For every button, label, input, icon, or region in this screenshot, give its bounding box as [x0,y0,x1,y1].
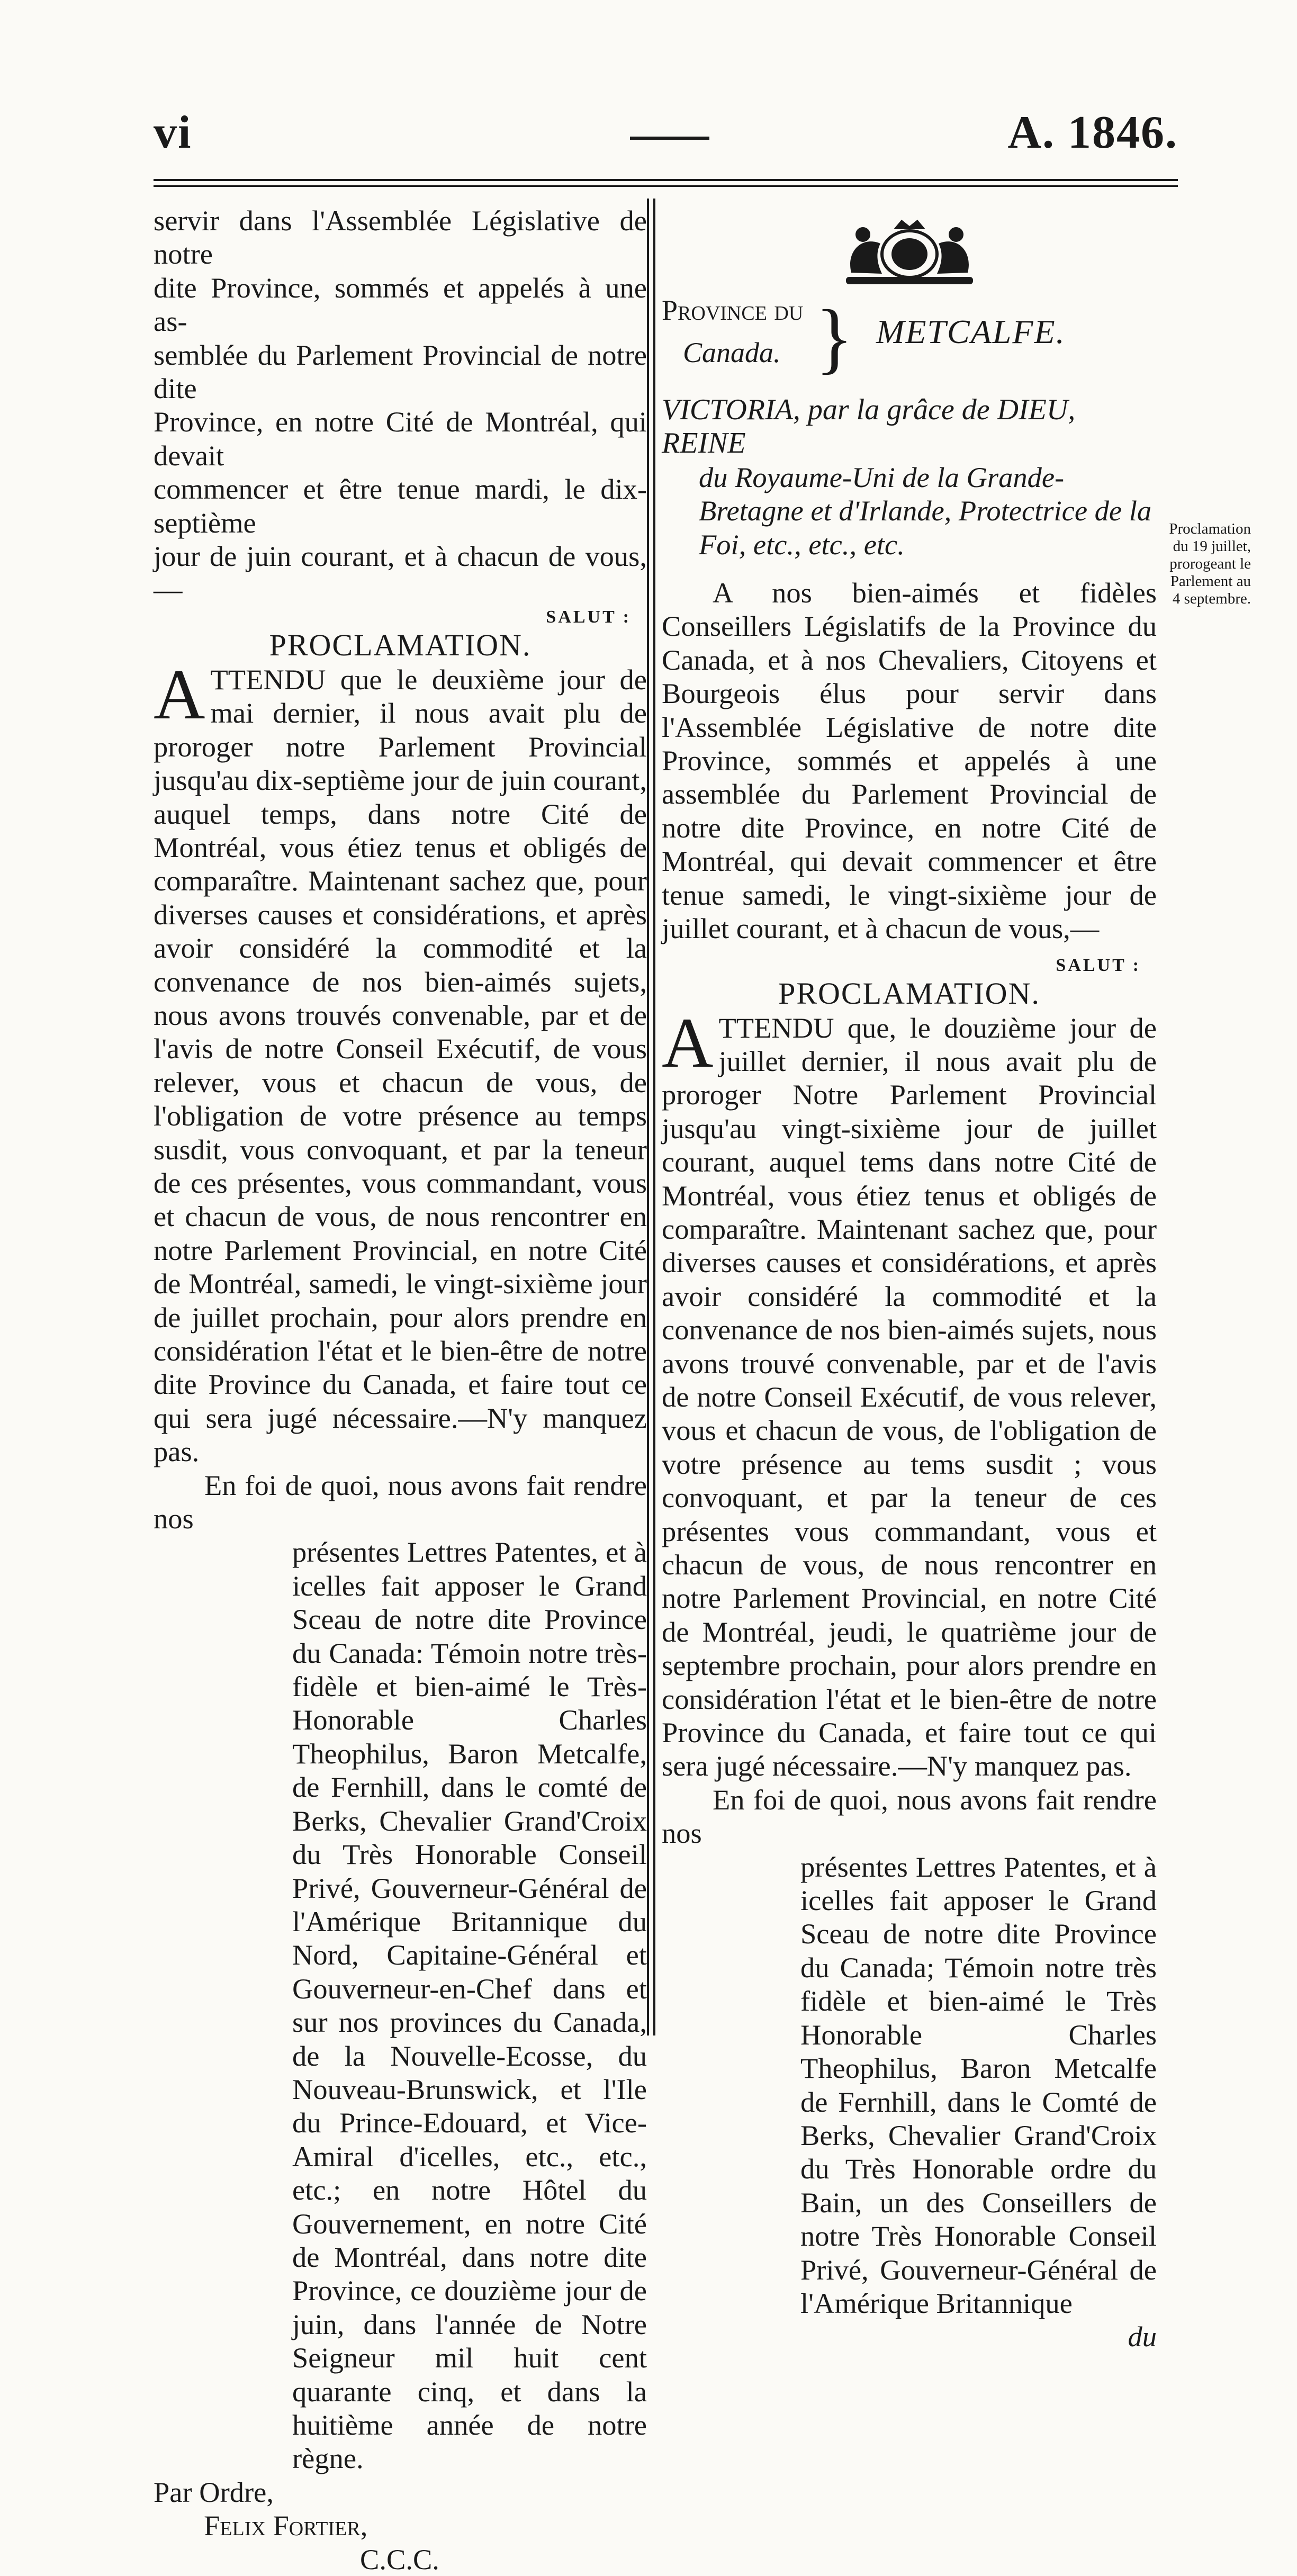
left-witness-clause: présentes Lettres Patentes, et à icelles fait apposer le Grand Sceau de notre dite Province du Canada: Témoin notre très-fidèle et bien-aimé le Très-Honorable Charles Theophilus, Baron Metcalfe, de Fernhill, dans le comté de Berks, Chevalier Grand'Croix du Très Honorable Conseil Privé, Gouverneur-Général de l'Amérique Britannique du Nord, Capitaine-Général et Gouverneur-en-Chef dans et sur nos provinces du Canada, de la Nouvelle-Ecosse, du Nouveau-Brunswick, et l'Ile du Prince-Edouard, et Vice-Amiral d'icelles, etc., etc., etc.; en notre Hôtel du Gouvernement, en notre Cité de Montréal, dans notre dite Province, ce douzième jour de juin, dans l'année de Notre Seigneur mil huit cent quarante cinq, et dans la huitième année de notre règne. [292,1536,647,2475]
right-witness-first: En foi de quoi, nous avons fait rendre nos [662,1783,1157,1850]
opening-line: dite Province, sommés et appelés à une as- [154,271,647,338]
signer-title: C.C.C. [360,2543,439,2575]
page-number: vi [154,107,192,158]
left-body-text: TTENDU que le deuxième jour de mai dernier, il nous avait plu de proroger notre Parlement Provincial jusqu'au dix-septième jour de juin courant, auquel temps, dans notre Cité de Montréal, vous étiez tenus et obligés de comparaître. Maintenant sachez que, pour diverses causes et considérations, et après avoir considéré la commodité et la convenance de nos bien-aimés sujets, nous avons trouvés convenable, par et de l'avis de notre Conseil Exécutif, de vous relever, vous et chacun de vous, de l'obligation de votre présence au temps susdit, vous convoquant, et par la teneur de ces présentes, vous commandant, vous et chacun de vous, de nous rencontrer en notre Parlement Provincial, en notre Cité de Montréal, samedi, le vingt-sixième jour de juillet prochain, pour alors prendre en considération l'état et le bien-être de notre dite Province du Canada, et faire tout ce qui sera jugé nécessaire.—N'y manquez pas. [154,663,647,1468]
catchword: du [1128,2320,1157,2353]
left-column [154,204,647,2576]
opening-line: Province, en notre Cité de Montréal, qui devait [154,406,647,472]
left-proclamation-title: PROCLAMATION. [269,627,532,662]
margin-note: Proclamation du 19 juillet, prorogeant le Parlement au 4 septembre. [1169,520,1251,607]
left-opening [154,204,647,607]
opening-line: servir dans l'Assemblée Législative de notre [154,204,647,271]
royal-style [662,393,1157,561]
right-body-text: TTENDU que, le douzième jour de juillet dernier, il nous avait plu de proroger Notre Parlement Provincial jusqu'au vingt-sixième jour de juillet courant, auquel tems dans notre Cité de Montréal, vous étiez tenus et obligés de comparaître. Maintenant sachez que, pour diverses causes et considérations, et après avoir considéré la commodité et la convenance de nos bien-aimés sujets, nous avons trouvé convenable, par et de l'avis de notre Conseil Exécutif, de vous relever, vous et chacun de vous, de l'obligation de votre présence au tems susdit ; vous convoquant, et par la teneur de ces présentes vous commandant, vous et chacun de vous, de nous rencontrer en notre Parlement Provincial, en notre Cité de Montréal, jeudi, le quatrième jour de septembre prochain, pour alors prendre en considération l'état et le bien-être de notre Province du Canada, et faire tout ce qui sera jugé nécessaire.—N'y manquez pas. [662,1011,1157,1782]
royal-style-rest: du Royaume-Uni de la Grande-Bretagne et d'Irlande, Protectrice de la Foi, etc., etc., etc. [699,461,1152,561]
left-drop-cap: A [154,655,205,734]
page-header [154,106,1178,164]
left-salut: SALUT : [546,607,631,627]
header-dash [630,137,709,140]
year-label: A. 1846. [1007,107,1178,158]
opening-line: jour de juin courant, et à chacun de vous,— [154,540,647,606]
province-heading [662,294,1157,384]
header-rule-top [154,179,1178,181]
signer-name: Felix Fortier, [204,2509,368,2542]
right-salut: SALUT : [1056,955,1141,975]
par-ordre: Par Ordre, [154,2475,274,2508]
right-witness-clause: présentes Lettres Patentes, et à icelles fait apposer le Grand Sceau de notre dite Province du Canada; Témoin notre très fidèle et bien-aimé le Très Honorable Charles Theophilus, Baron Metcalfe de Fernhill, dans le Comté de Berks, Chevalier Grand'Croix du Très Honorable ordre du Bain, un des Conseillers de notre Très Honorable Conseil Privé, Gouverneur-Général de l'Amérique Britannique [800,1850,1157,2319]
opening-line: commencer et être tenue mardi, le dix-septième [154,473,647,539]
right-proclamation-body [662,1003,1157,1783]
opening-line: semblée du Parlement Provincial de notre dite [154,338,647,405]
column-divider-left [647,199,649,2035]
left-proclamation-body [154,655,647,1469]
column-divider-right [653,199,655,2035]
right-address: A nos bien-aimés et fidèles Conseillers Législatifs de la Province du Canada, et à nos Chevaliers, Citoyens et Bourgeois élus pour servir dans l'Assemblée Législative de notre dite Province, sommés et appelés à une assemblée du Parlement Provincial de notre dite Province, en notre Cité de Montréal, qui devait commencer et être tenue samedi, le vingt-sixième jour de juillet courant, et à chacun de vous,— [662,577,1157,945]
right-drop-cap: A [662,1003,714,1083]
province-label: Province du [662,294,804,326]
brace: } [815,294,853,382]
governor-name: METCALFE. [876,313,1066,350]
right-column [662,204,1157,2354]
header-rule-bottom [154,185,1178,187]
royal-style-line1: VICTORIA, par la grâce de DIEU, REINE [662,393,1076,460]
province-name: Canada. [683,337,781,368]
royal-arms-crest-icon [830,214,989,289]
left-witness-first: En foi de quoi, nous avons fait rendre nos [154,1469,647,1535]
right-proclamation-title: PROCLAMATION. [778,976,1040,1011]
